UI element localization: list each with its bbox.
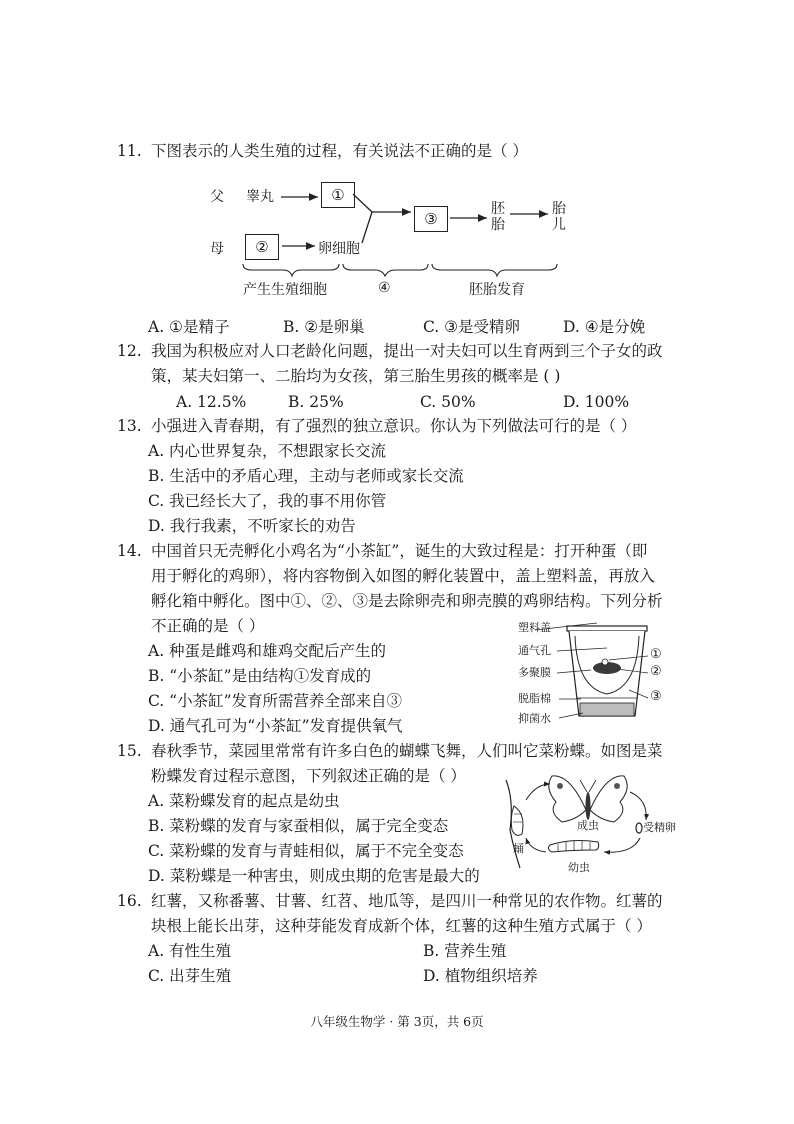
label-larva: 幼虫 xyxy=(568,861,590,874)
question-number: 14. xyxy=(117,542,142,560)
q14-option-a: A. 种蛋是雌鸡和雄鸡交配后产生的 xyxy=(148,642,387,660)
question-text: 下图表示的人类生殖的过程，有关说法不正确的是（ ） xyxy=(151,142,528,160)
water-layer xyxy=(580,703,634,716)
question-text: 红薯，又称番薯、甘薯、红苕、地瓜等，是四川一种常见的农作物。红薯的 xyxy=(151,892,663,910)
question-14-line4: 不正确的是（ ） xyxy=(151,617,265,635)
q14-option-c: C. “小茶缸”发育所需营养全部来自③ xyxy=(148,692,403,710)
question-text: 小强进入青春期，有了强烈的独立意识。你认为下列做法可行的是（ ） xyxy=(151,417,637,435)
brace-right xyxy=(432,264,557,276)
arrow-adult-to-egg xyxy=(630,792,646,820)
question-number: 11. xyxy=(117,142,142,160)
label-antibacterial-water: 抑菌水 xyxy=(518,712,551,725)
label-embryo-1: 胚 xyxy=(491,201,505,217)
question-text: 春秋季节，菜园里常常有许多白色的蝴蝶飞舞，人们叫它菜粉蝶。如图是菜 xyxy=(151,742,663,760)
page-footer: 八年级生物学 · 第 3页，共 6页 xyxy=(310,1014,484,1029)
q11-option-d: D. ④是分娩 xyxy=(563,318,646,336)
label-mother: 母 xyxy=(210,241,224,257)
egg-icon xyxy=(636,823,642,833)
larva-icon xyxy=(548,841,598,852)
q13-option-d: D. 我行我素，不听家长的劝告 xyxy=(148,517,356,535)
label-testis: 睾丸 xyxy=(246,189,274,205)
question-number: 13. xyxy=(117,417,142,435)
label-fetus-1: 胎 xyxy=(552,201,566,217)
question-14-line3: 孵化箱中孵化。图中①、②、③是去除卵壳和卵壳膜的鸡卵结构。下列分析 xyxy=(151,592,663,610)
q13-option-a: A. 内心世界复杂，不想跟家长交流 xyxy=(148,442,387,460)
q14-option-d: D. 通气孔可为“小茶缸”发育提供氧气 xyxy=(148,717,403,735)
q13-option-b: B. 生活中的矛盾心理，主动与老师或家长交流 xyxy=(148,467,464,485)
q16-option-d: D. 植物组织培养 xyxy=(423,967,538,985)
brace-left xyxy=(243,264,339,276)
question-14-line1 xyxy=(117,541,647,561)
q12-option-c: C. 50% xyxy=(420,393,476,411)
q12-option-a: A. 12.5% xyxy=(176,393,247,411)
question-number: 15. xyxy=(117,742,142,760)
question-14-line2: 用于孵化的鸡卵），将内容物倒入如图的孵化装置中，盖上塑料盖，再放入 xyxy=(151,567,655,585)
q12-option-b: B. 25% xyxy=(288,393,344,411)
label-adult: 成虫 xyxy=(577,819,599,832)
q13-option-c: C. 我已经长大了，我的事不用你管 xyxy=(148,492,387,510)
marker-2: ② xyxy=(650,664,662,679)
diagram-box-2: ② xyxy=(245,234,279,260)
label-fertilized-egg: 受精卵 xyxy=(643,821,676,834)
q11-option-c: C. ③是受精卵 xyxy=(423,318,521,336)
converge-line-bottom xyxy=(362,212,372,243)
question-12-line1 xyxy=(117,341,663,361)
arrow-larva-to-pupa xyxy=(526,838,546,852)
diagram-box-1: ① xyxy=(321,182,355,208)
question-number: 16. xyxy=(117,892,142,910)
label-embryo-2: 胎 xyxy=(491,217,505,233)
diagram-arrows-svg xyxy=(0,0,794,320)
lid-shape xyxy=(567,626,647,631)
label-embryo-development: 胚胎发育 xyxy=(469,282,525,298)
question-13-stem xyxy=(117,416,636,436)
q15-option-a: A. 菜粉蝶发育的起点是幼虫 xyxy=(148,792,340,810)
question-15-line1 xyxy=(117,741,663,761)
embryo-disc-shape xyxy=(602,659,608,665)
question-text: 我国为积极应对人口老龄化问题，提出一对夫妇可以生育两到三个子女的政 xyxy=(151,342,663,360)
q11-option-b: B. ②是卵巢 xyxy=(283,318,365,336)
q14-option-b: B. “小茶缸”是由结构①发育成的 xyxy=(148,667,372,685)
q16-option-a: A. 有性生殖 xyxy=(148,942,232,960)
label-vent: 通气孔 xyxy=(518,644,551,657)
label-egg-cell: 卵细胞 xyxy=(318,241,360,257)
q12-option-d: D. 100% xyxy=(563,393,630,411)
label-father: 父 xyxy=(210,189,224,205)
butterfly-icon xyxy=(549,776,627,822)
q15-option-c: C. 菜粉蝶的发育与青蛙相似，属于不完全变态 xyxy=(148,842,464,860)
label-produce-germ-cells: 产生生殖细胞 xyxy=(243,282,327,298)
label-pupa: 蛹 xyxy=(513,842,524,855)
diagram-box-3: ③ xyxy=(414,206,448,232)
converge-line-top xyxy=(353,194,372,212)
marker-1: ① xyxy=(650,647,662,662)
question-16-line2: 块根上能长出芽，这种芽能发育成新个体，红薯的这种生殖方式属于（ ） xyxy=(151,917,652,935)
q11-option-a: A. ①是精子 xyxy=(148,318,230,336)
marker-3: ③ xyxy=(650,689,662,704)
label-foam-membrane: 多聚膜 xyxy=(518,666,551,679)
q15-option-b: B. 菜粉蝶的发育与家蚕相似，属于完全变态 xyxy=(148,817,449,835)
label-four: ④ xyxy=(378,280,391,296)
question-text: 中国首只无壳孵化小鸡名为“小茶缸”，诞生的大致过程是：打开种蛋（即 xyxy=(151,542,648,560)
question-16-line1 xyxy=(117,891,663,911)
question-15-line2: 粉蝶发育过程示意图，下列叙述正确的是（ ） xyxy=(151,767,466,785)
label-fetus-2: 儿 xyxy=(552,217,566,233)
label-cotton: 脱脂棉 xyxy=(518,692,551,705)
label-plastic-lid: 塑料盖 xyxy=(518,621,551,634)
q16-option-b: B. 营养生殖 xyxy=(423,942,507,960)
brace-middle xyxy=(343,264,428,276)
arrow-pupa-to-adult xyxy=(526,784,550,800)
q16-option-c: C. 出芽生殖 xyxy=(148,967,232,985)
arrow-egg-to-larva xyxy=(604,838,640,852)
q15-option-d: D. 菜粉蝶是一种害虫，则成虫期的危害是最大的 xyxy=(148,867,480,885)
question-12-line2: 策，某夫妇第一、二胎均为女孩，第三胎生男孩的概率是 ( ) xyxy=(151,367,561,385)
question-number: 12. xyxy=(117,342,142,360)
